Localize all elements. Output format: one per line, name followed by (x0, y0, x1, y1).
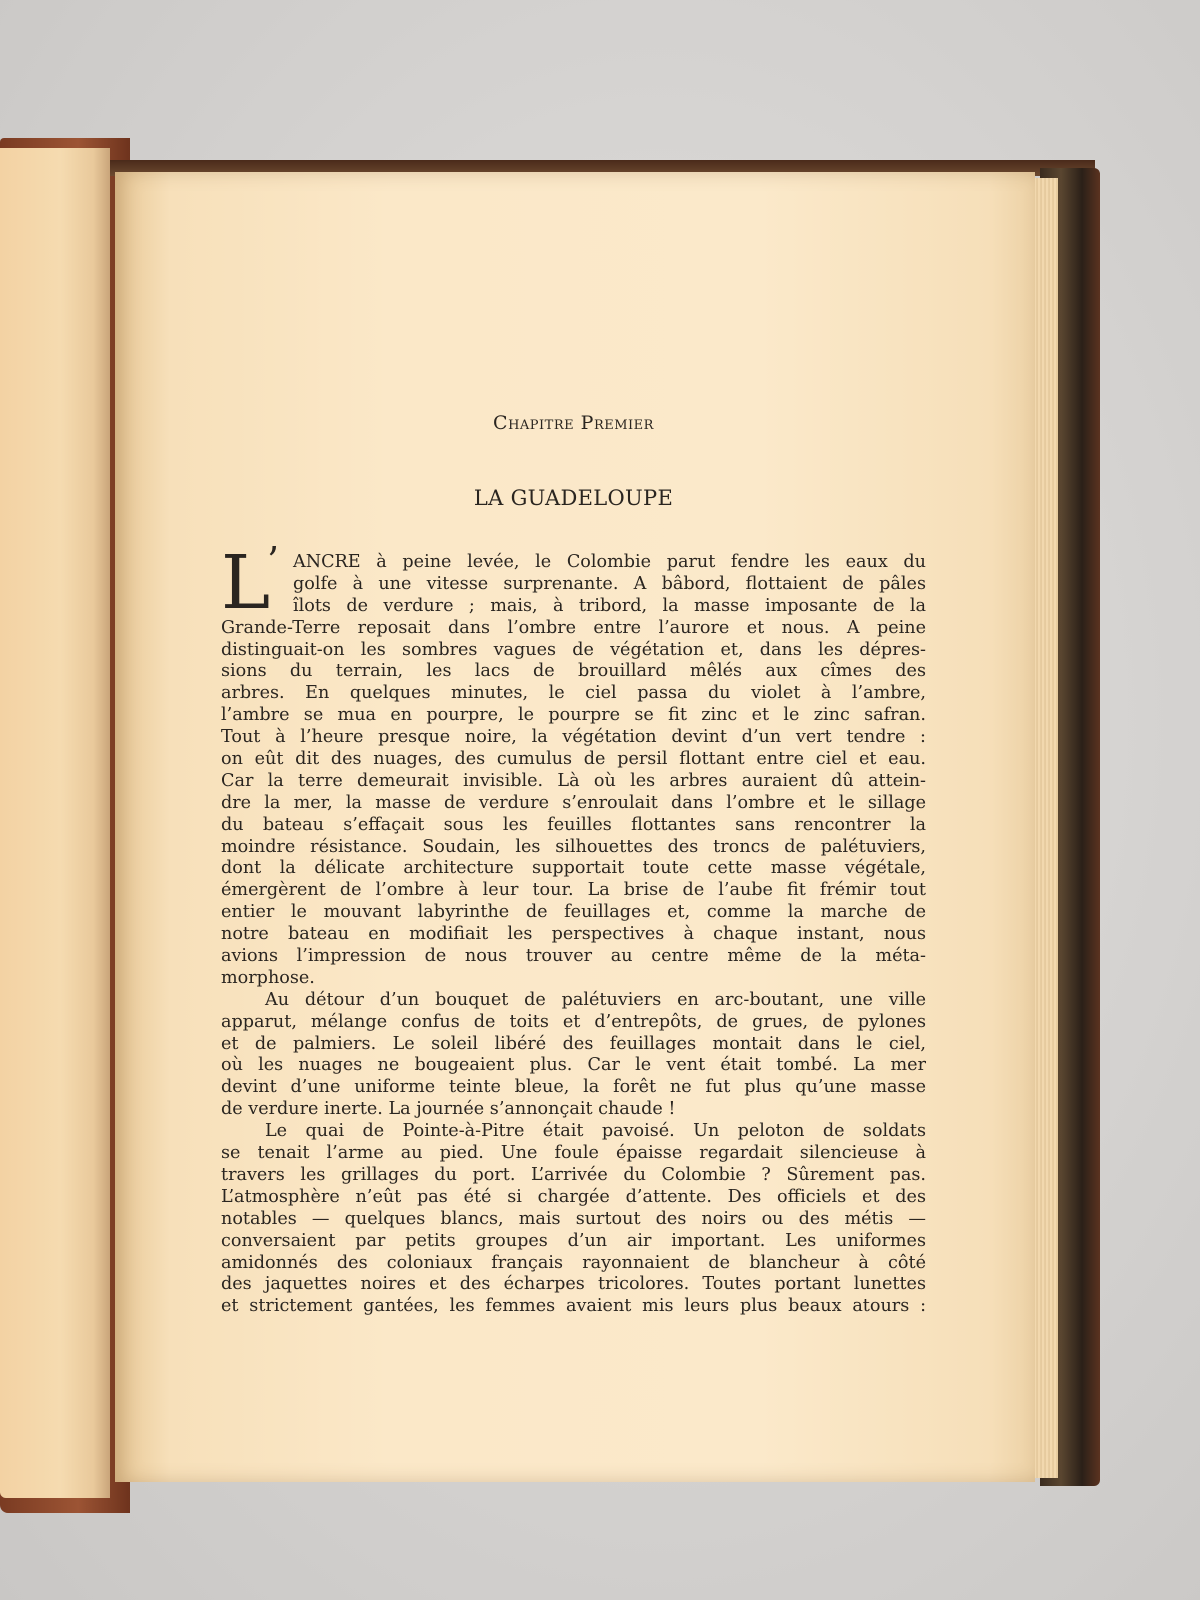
left-page (0, 148, 110, 1498)
text-line: Le quai de Pointe-à-Pitre était pavoisé. Un peloton de soldats (265, 1121, 926, 1142)
chapter-title: LA GUADELOUPE (473, 486, 674, 510)
text-line: arbres. En quelques minutes, le ciel passa du violet à l’ambre, (221, 683, 926, 704)
text-line: conversaient par petits groupes d’un air important. Les uniformes (221, 1230, 926, 1251)
text-line: ANCRE à peine levée, le Colombie parut fendre les eaux du (293, 552, 926, 572)
right-page (115, 172, 1035, 1482)
text-line: Au détour d’un bouquet de palétuviers en arc-boutant, une ville (265, 989, 926, 1010)
text-line: avions l’impression de nous trouver au centre même de la méta- (221, 946, 926, 967)
text-line: notables — quelques blancs, mais surtout des noirs ou des métis — (221, 1208, 926, 1229)
text-line: des jaquettes noires et des écharpes tricolores. Toutes portant lunettes (221, 1274, 926, 1295)
text-line: dre la mer, la masse de verdure s’enroulait dans l’ombre et le sillage (221, 792, 926, 813)
text-line: apparut, mélange confus de toits et d’entrepôts, de grues, de pylones (221, 1011, 926, 1032)
text-line: on eût dit des nuages, des cumulus de persil flottant entre ciel et eau. (221, 749, 926, 770)
text-line: dont la délicate architecture supportait toute cette masse végétale, (221, 858, 926, 879)
text-line: notre bateau en modifiait les perspectives à chaque instant, nous (221, 924, 926, 945)
text-line: sions du terrain, les lacs de brouillard mêlés aux cîmes des (221, 661, 926, 682)
text-line: îlots de verdure ; mais, à tribord, la masse imposante de la (293, 595, 926, 616)
text-line: morphose. (221, 967, 315, 988)
text-line: l’ambre se mua en pourpre, le pourpre se fit zinc et le zinc safran. (221, 705, 926, 726)
text-line: émergèrent de l’ombre à leur tour. La brise de l’aube fit frémir tout (221, 880, 926, 901)
text-line: travers les grillages du port. L’arrivée du Colombie ? Sûrement pas. (221, 1164, 926, 1185)
text-line: distinguait-on les sombres vagues de végétation et, dans les dépres- (221, 639, 926, 660)
text-line: devint d’une uniforme teinte bleue, la forêt ne fut plus qu’une masse (221, 1077, 926, 1098)
text-line: du bateau s’effaçait sous les feuilles flottantes sans rencontrer la (221, 814, 926, 835)
text-line: Car la terre demeurait invisible. Là où les arbres auraient dû attein- (221, 770, 926, 791)
text-line: se tenait l’arme au pied. Une foule épaisse regardait silencieuse à (221, 1143, 926, 1164)
text-line: L’atmosphère n’eût pas été si chargée d’attente. Des officiels et des (221, 1186, 926, 1207)
text-line: de verdure inerte. La journée s’annonçait chaude ! (221, 1099, 676, 1120)
text-line: Grande-Terre reposait dans l’ombre entre l’aurore et nous. A peine (221, 617, 926, 638)
text-line: moindre résistance. Soudain, les silhouettes des troncs de palétuviers, (221, 836, 926, 857)
drop-cap-letter: L (221, 540, 271, 626)
body-text (221, 539, 926, 1318)
text-line: et de palmiers. Le soleil libéré des feuillages montait dans le ciel, (221, 1033, 926, 1054)
text-line: entier le mouvant labyrinthe de feuillages et, comme la marche de (221, 902, 926, 923)
text-line: Tout à l’heure presque noire, la végétation devint d’un vert tendre : (221, 727, 926, 748)
text-line: où les nuages ne bougeaient plus. Car le vent était tombé. La mer (221, 1055, 926, 1076)
chapter-label: Chapitre Premier (493, 412, 654, 434)
page-content (221, 412, 926, 1318)
text-line: golfe à une vitesse surprenante. A bâbord, flottaient de pâles (293, 573, 926, 594)
text-line: amidonnés des coloniaux français rayonnaient de blancheur à côté (221, 1252, 926, 1273)
drop-cap-apostrophe: ’ (267, 539, 280, 583)
text-line: et strictement gantées, les femmes avaient mis leurs plus beaux atours : (221, 1296, 926, 1317)
